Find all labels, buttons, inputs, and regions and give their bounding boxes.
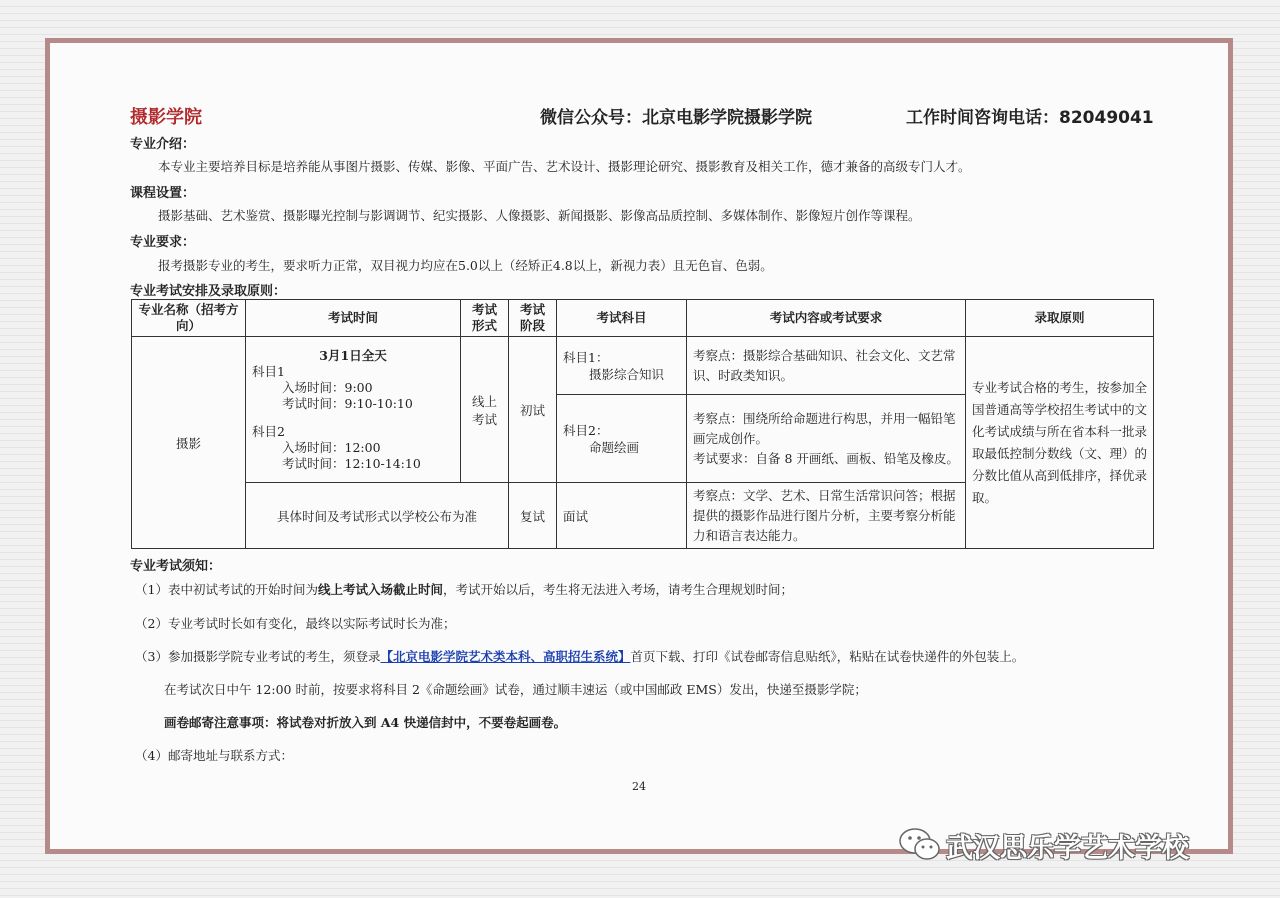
note-3-pre: （3）参加摄影学院专业考试的考生，须登录 bbox=[135, 649, 381, 664]
notes-title: 专业考试须知： bbox=[130, 559, 222, 574]
subject1-label: 科目1 bbox=[252, 363, 285, 379]
intro-title: 专业介绍： bbox=[130, 137, 196, 152]
exam-date: 3月1日全天 bbox=[319, 347, 387, 363]
courses-body: 摄影基础、艺术鉴赏、摄影曝光控制与影调调节、纪实摄影、人像摄影、新闻摄影、影像高品质控制、多媒体制作、影像短片创作等课程。 bbox=[158, 208, 921, 223]
note-3-line2: 在考试次日中午 12:00 时前，按要求将科目 2《命题绘画》试卷，通过顺丰速运（或中国邮政 EMS）发出，快递至摄影学院； bbox=[164, 682, 867, 697]
requirements-title: 专业要求： bbox=[130, 235, 196, 250]
subject3-cell: 面试 bbox=[557, 483, 687, 549]
subject2-cell bbox=[557, 395, 687, 483]
hotline: 工作时间咨询电话：82049041 bbox=[906, 108, 1154, 128]
requirements-body: 报考摄影专业的考生，要求听力正常，双目视力均应在5.0以上（经矫正4.8以上，新视力表）且无色盲、色弱。 bbox=[158, 258, 773, 273]
major-cell: 摄影 bbox=[132, 337, 246, 549]
header bbox=[130, 103, 1160, 129]
subject2-entry-time: 入场时间：12:00 bbox=[282, 439, 381, 455]
watermark-text: 武汉思乐学艺术学校 bbox=[946, 833, 1189, 864]
school-name: 摄影学院 bbox=[130, 107, 202, 128]
subject2-exam-time: 考试时间：12:10-14:10 bbox=[282, 455, 421, 471]
header-form: 考试形式 bbox=[461, 300, 509, 337]
note-2: （2）专业考试时长如有变化，最终以实际考试时长为准； bbox=[135, 616, 456, 631]
content2-cell bbox=[687, 395, 966, 483]
content2-requirement: 考试要求：自备 8 开画纸、画板、铅笔及橡皮。 bbox=[693, 450, 959, 466]
note-1-bold: 线上考试入场截止时间 bbox=[317, 582, 443, 597]
subject1-name: 摄影综合知识 bbox=[589, 366, 665, 382]
content2-point: 考察点：围绕所给命题进行构思，并用一幅铅笔画完成创作。 bbox=[693, 410, 956, 446]
note-4: （4）邮寄地址与联系方式： bbox=[135, 748, 293, 763]
content3-cell: 考察点：文学、艺术、日常生活常识问答；根据提供的摄影作品进行图片分析，主要考察分析能力和语言表达能力。 bbox=[687, 483, 966, 549]
note-1-pre: （1）表中初试考试的开始时间为 bbox=[135, 582, 318, 597]
header-major: 专业名称（招考方向） bbox=[132, 300, 246, 337]
wechat-logo-icon bbox=[898, 826, 942, 862]
retest-time-cell: 具体时间及考试形式以学校公布为准 bbox=[246, 483, 509, 549]
header-stage: 考试阶段 bbox=[509, 300, 557, 337]
admission-cell: 专业考试合格的考生，按参加全国普通高等学校招生考试中的文化考试成绩与所在省本科一批录取最低控制分数线（文、理）的分数比值从高到低排序，择优录取。 bbox=[966, 337, 1154, 549]
content1-cell: 考察点：摄影综合基础知识、社会文化、文艺常识、时政类知识。 bbox=[687, 337, 966, 395]
stage-second-cell: 复试 bbox=[509, 483, 557, 549]
first-test-time-cell bbox=[246, 337, 461, 483]
header-time: 考试时间 bbox=[246, 300, 461, 337]
note-1-post: ，考试开始以后，考生将无法进入考场，请考生合理规划时间； bbox=[442, 582, 793, 597]
watermark bbox=[898, 826, 1189, 866]
subject1-entry-time: 入场时间：9:00 bbox=[282, 379, 373, 395]
note-3-line3: 画卷邮寄注意事项：将试卷对折放入到 A4 快递信封中，不要卷起画卷。 bbox=[164, 715, 567, 730]
intro-body: 本专业主要培养目标是培养能从事图片摄影、传媒、影像、平面广告、艺术设计、摄影理论研究、摄影教育及相关工作，德才兼备的高级专门人才。 bbox=[158, 159, 971, 174]
subject2-label: 科目2 bbox=[252, 423, 285, 439]
header-content: 考试内容或考试要求 bbox=[687, 300, 966, 337]
subject1-exam-time: 考试时间：9:10-10:10 bbox=[282, 395, 413, 411]
note-1 bbox=[135, 580, 793, 598]
form-cell: 线上考试 bbox=[461, 337, 509, 483]
note-3 bbox=[135, 647, 1024, 665]
header-admission: 录取原则 bbox=[966, 300, 1154, 337]
courses-title: 课程设置： bbox=[130, 186, 196, 201]
subject1-cell bbox=[557, 337, 687, 395]
subject1-number: 科目1： bbox=[563, 349, 609, 365]
admission-system-link[interactable]: 【北京电影学院艺术类本科、高职招生系统】 bbox=[380, 649, 631, 664]
wechat-account: 微信公众号：北京电影学院摄影学院 bbox=[540, 108, 812, 128]
subject2-number: 科目2： bbox=[563, 422, 609, 438]
exam-table bbox=[131, 299, 1154, 549]
subject2-name: 命题绘画 bbox=[589, 439, 640, 455]
note-3-post: 首页下载、打印《试卷邮寄信息贴纸》，粘贴在试卷快递件的外包装上。 bbox=[630, 649, 1025, 664]
page-number: 24 bbox=[632, 780, 646, 793]
table-title: 专业考试安排及录取原则： bbox=[130, 284, 287, 299]
stage-first-cell: 初试 bbox=[509, 337, 557, 483]
header-subject: 考试科目 bbox=[557, 300, 687, 337]
